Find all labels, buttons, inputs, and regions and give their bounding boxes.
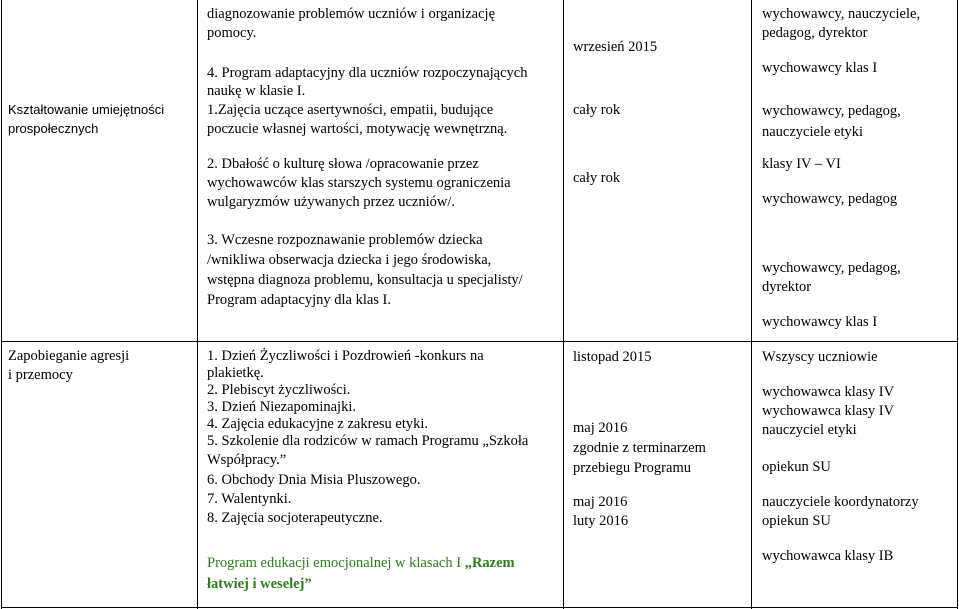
- responsible-item: [762, 383, 894, 440]
- activity-item: [207, 101, 507, 139]
- responsible-line: wychowawcy, pedagog,: [762, 103, 901, 119]
- activity-line: Program adaptacyjny dla klas I.: [207, 292, 392, 308]
- responsible-line: wychowawca klasy IV: [762, 384, 895, 400]
- responsible-item: [762, 259, 901, 297]
- activity-line: naukę w klasie I.: [207, 83, 306, 99]
- activity-item: [207, 64, 527, 100]
- activity-line: wstępna diagnoza problemu, konsultacja u specjalisty/: [207, 272, 523, 288]
- activity-line: 7. Walentynki.: [207, 491, 292, 507]
- col-border-3: [751, 0, 752, 609]
- activity-line: wulgaryzmów używanych przez uczniów/.: [207, 194, 456, 210]
- activity-line: plakietkę.: [207, 365, 264, 381]
- col-border-2: [563, 0, 564, 609]
- activity-line: diagnozowanie problemów uczniów i organizację: [207, 6, 496, 22]
- program-prefix: Program edukacji emocjonalnej w klasach I: [207, 555, 465, 571]
- row-border: [1, 341, 958, 342]
- responsible-item: wychowawcy klas I: [762, 60, 878, 76]
- responsible-line: wychowawcy, pedagog,: [762, 260, 901, 276]
- responsible-line: wychowawca klasy IV: [762, 403, 895, 419]
- table-bottom-border: [1, 607, 958, 608]
- activity-line: 1. Dzień Życzliwości i Pozdrowień -konkurs na: [207, 348, 484, 364]
- activity-line: wychowawców klas starszych systemu ograniczenia: [207, 175, 511, 191]
- term-cell: cały rok: [573, 102, 621, 118]
- term-cell: cały rok: [573, 170, 621, 186]
- term-line: maj 2016: [573, 494, 628, 510]
- activity-line: 8. Zajęcia socjoterapeutyczne.: [207, 510, 383, 526]
- term-line: luty 2016: [573, 513, 629, 529]
- col-border-left: [1, 0, 2, 609]
- responsible-item: wychowawca klasy IB: [762, 548, 894, 564]
- activity-line: poczucie własnej wartości, motywację wewnętrzną.: [207, 121, 508, 137]
- responsible-item: opiekun SU: [762, 459, 831, 475]
- area-cell: [8, 347, 129, 385]
- area-line: i przemocy: [8, 367, 73, 383]
- area-line: Kształtowanie umiejętności: [8, 102, 165, 117]
- activity-line: /wnikliwa obserwacja dziecka i jego środowiska,: [207, 252, 492, 268]
- activity-line: 3. Wczesne rozpoznawanie problemów dziecka: [207, 232, 483, 248]
- area-line: Zapobieganie agresji: [8, 348, 130, 364]
- activity-item: [207, 5, 495, 43]
- activity-line: 5. Szkolenie dla rodziców w ramach Programu „Szkoła: [207, 433, 529, 449]
- responsible-line: opiekun SU: [762, 513, 831, 529]
- responsible-item: [762, 5, 920, 43]
- term-cell: [573, 418, 706, 478]
- area-line: prospołecznych: [8, 121, 99, 136]
- responsible-item: Wszyscy uczniowie: [762, 349, 878, 365]
- responsible-line: wychowawcy, nauczyciele,: [762, 6, 921, 22]
- col-border-right: [957, 0, 958, 609]
- responsible-item: klasy IV – VI: [762, 156, 841, 172]
- activity-line: 2. Plebiscyt życzliwości.: [207, 382, 351, 398]
- term-cell: wrzesień 2015: [573, 39, 658, 55]
- col-border-1: [197, 0, 198, 609]
- activity-item: [207, 230, 523, 310]
- term-cell: [573, 493, 628, 531]
- activity-line: 6. Obchody Dnia Misia Pluszowego.: [207, 472, 421, 488]
- responsible-item: wychowawcy, pedagog: [762, 191, 898, 207]
- activity-line: 1.Zajęcia uczące asertywności, empatii, budujące: [207, 102, 494, 118]
- activity-line: Współpracy.”: [207, 452, 287, 468]
- program-note: [207, 553, 515, 595]
- responsible-item: [762, 101, 901, 143]
- term-line: maj 2016: [573, 420, 628, 436]
- responsible-item: wychowawcy klas I: [762, 314, 878, 330]
- activity-line: 4. Zajęcia edukacyjne z zakresu etyki.: [207, 416, 429, 432]
- program-title: łatwiej i weselej”: [207, 576, 312, 592]
- term-line: zgodnie z terminarzem: [573, 440, 706, 456]
- responsible-line: dyrektor: [762, 279, 812, 295]
- term-cell: listopad 2015: [573, 349, 652, 365]
- responsible-line: nauczyciele etyki: [762, 124, 864, 140]
- activity-line: 4. Program adaptacyjny dla uczniów rozpoczynających: [207, 65, 528, 81]
- term-line: przebiegu Programu: [573, 460, 691, 476]
- activity-list: [207, 348, 528, 528]
- program-title: „Razem: [464, 555, 515, 571]
- responsible-line: nauczyciel etyki: [762, 422, 857, 438]
- activity-line: 2. Dbałość o kulturę słowa /opracowanie przez: [207, 156, 479, 172]
- area-cell: [8, 100, 164, 138]
- responsible-item: [762, 493, 919, 531]
- activity-item: [207, 155, 511, 212]
- responsible-line: pedagog, dyrektor: [762, 25, 868, 41]
- activity-line: 3. Dzień Niezapominajki.: [207, 399, 356, 415]
- activity-line: pomocy.: [207, 25, 257, 41]
- responsible-line: nauczyciele koordynatorzy: [762, 494, 919, 510]
